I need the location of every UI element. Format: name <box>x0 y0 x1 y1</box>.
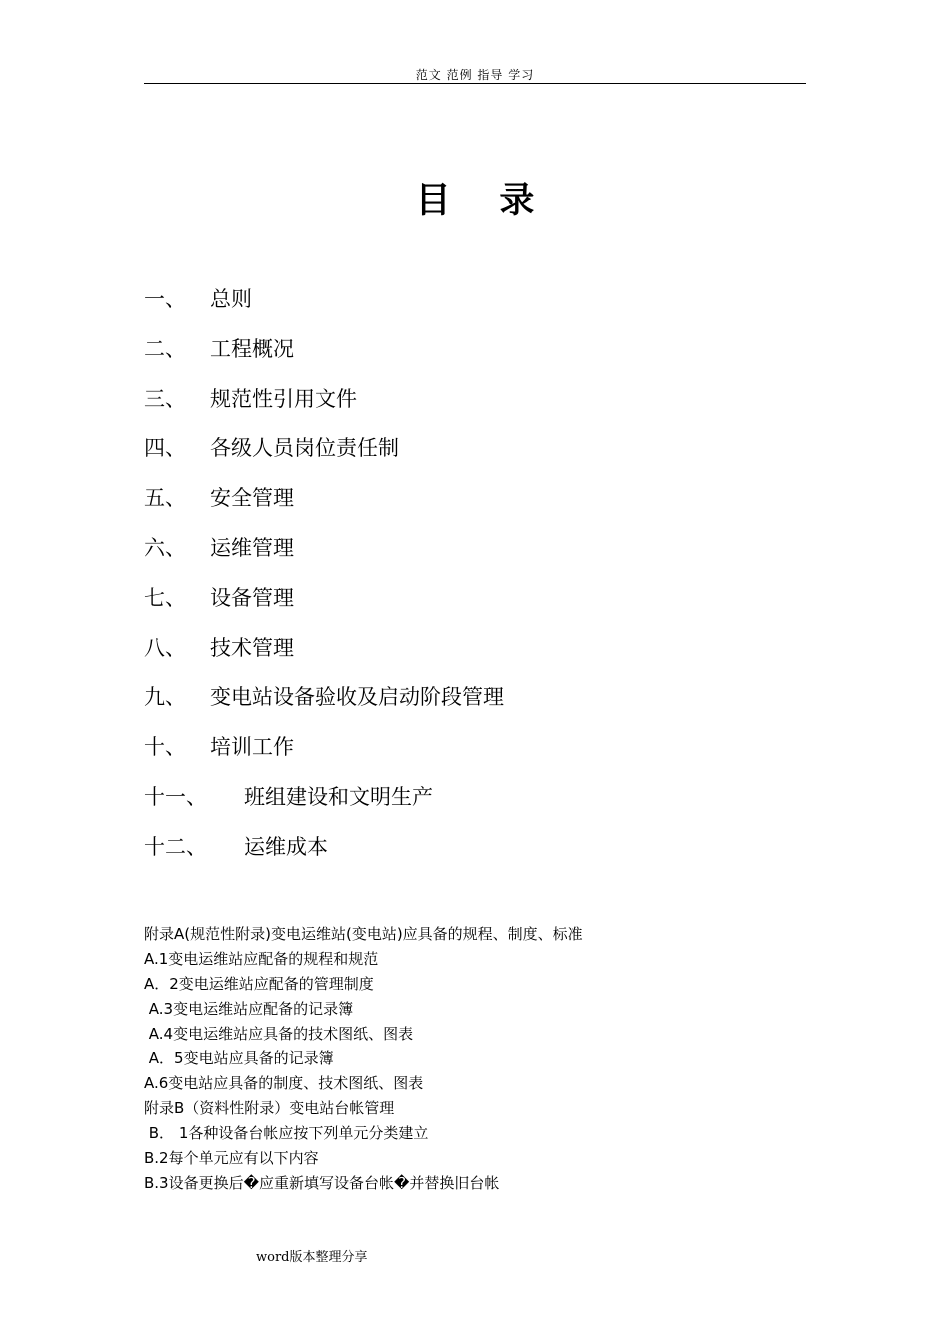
appendix-line[interactable]: A.4变电运维站应具备的技术图纸、图表 <box>144 1024 414 1043</box>
toc-item-3[interactable] <box>144 384 806 434</box>
toc-item-11[interactable] <box>144 782 806 832</box>
header-divider <box>144 83 806 84</box>
toc-item-number: 三、 <box>144 386 186 411</box>
appendix-line[interactable]: B． 1各种设备台帐应按下列单元分类建立 <box>144 1124 429 1143</box>
toc-item-4[interactable] <box>144 433 806 483</box>
toc-item-label: 班组建设和文明生产 <box>244 784 433 809</box>
toc-item-number: 十二、 <box>144 834 207 859</box>
toc-item-number: 二、 <box>144 336 186 361</box>
toc-item-number: 八、 <box>144 635 186 660</box>
appendix-line[interactable]: A．2变电运维站应配备的管理制度 <box>144 974 374 993</box>
toc-item-label: 技术管理 <box>210 635 294 660</box>
toc-item-12[interactable] <box>144 832 806 882</box>
page-title: 目 录 <box>415 181 535 221</box>
toc-item-number: 一、 <box>144 287 186 311</box>
toc-item-2[interactable] <box>144 334 806 384</box>
toc-item-number: 五、 <box>144 486 186 511</box>
appendix-line[interactable]: B.3设备更换后�应重新填写设备台帐�并替换旧台帐 <box>144 1173 500 1192</box>
appendix-line[interactable]: A.6变电站应具备的制度、技术图纸、图表 <box>144 1074 424 1093</box>
toc-item-5[interactable] <box>144 483 806 533</box>
toc-item-1[interactable] <box>144 284 806 334</box>
toc-item-number: 十一、 <box>144 784 207 809</box>
toc-item-label: 安全管理 <box>210 486 294 511</box>
toc-item-number: 九、 <box>144 685 186 710</box>
appendix-line[interactable]: A．5变电站应具备的记录簿 <box>144 1049 334 1068</box>
toc-item-6[interactable] <box>144 533 806 583</box>
page-header-text: 范文 范例 指导 学习 <box>415 68 535 82</box>
toc-item-label: 规范性引用文件 <box>210 386 357 411</box>
appendix-line[interactable]: 附录B（资料性附录）变电站台帐管理 <box>144 1099 395 1118</box>
toc-item-number: 十、 <box>144 735 186 760</box>
table-of-contents <box>144 284 806 882</box>
toc-item-8[interactable] <box>144 633 806 683</box>
toc-item-10[interactable] <box>144 732 806 782</box>
appendix-line[interactable]: B.2每个单元应有以下内容 <box>144 1149 319 1168</box>
appendix-line[interactable]: A.1变电运维站应配备的规程和规范 <box>144 949 379 968</box>
appendix-line[interactable]: 附录A(规范性附录)变电运维站(变电站)应具备的规程、制度、标准 <box>144 925 583 943</box>
appendix-list <box>144 922 806 1196</box>
toc-item-7[interactable] <box>144 583 806 633</box>
toc-item-9[interactable] <box>144 682 806 732</box>
toc-item-label: 运维成本 <box>244 834 328 859</box>
toc-item-label: 各级人员岗位责任制 <box>210 436 399 461</box>
toc-item-label: 设备管理 <box>210 585 294 610</box>
toc-item-number: 七、 <box>144 585 186 610</box>
toc-item-label: 总则 <box>210 287 252 311</box>
toc-item-label: 工程概况 <box>210 336 294 361</box>
toc-item-label: 变电站设备验收及启动阶段管理 <box>210 685 504 710</box>
toc-item-number: 六、 <box>144 535 186 560</box>
toc-item-number: 四、 <box>144 436 186 461</box>
page-footer-text: word版本整理分享 <box>256 1250 368 1265</box>
toc-item-label: 运维管理 <box>210 535 294 560</box>
toc-item-label: 培训工作 <box>210 735 294 760</box>
appendix-line[interactable]: A.3变电运维站应配备的记录簿 <box>144 999 354 1018</box>
